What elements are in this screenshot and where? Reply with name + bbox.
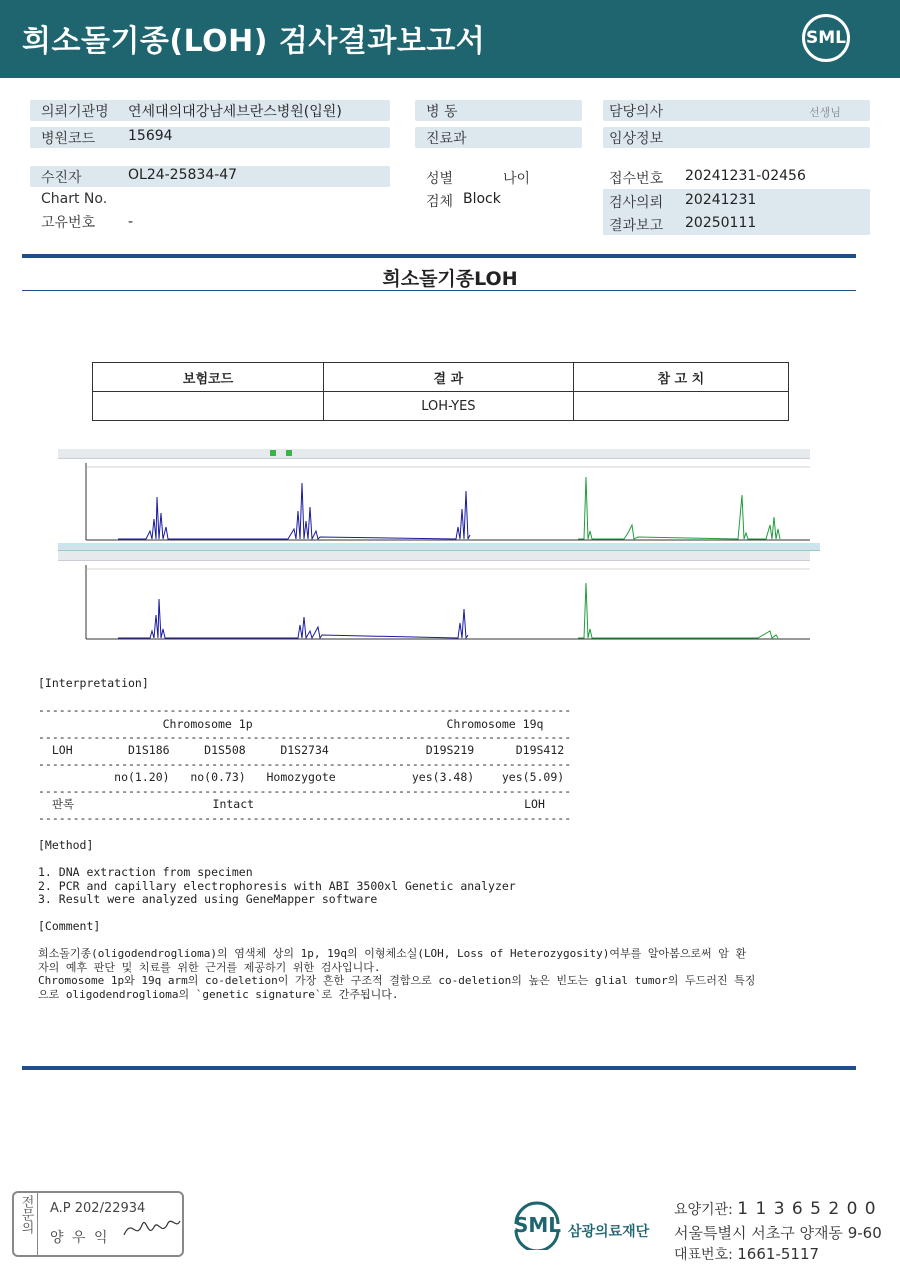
method-line: 2. PCR and capillary electrophoresis with ABI 3500xl Genetic analyzer	[38, 879, 516, 893]
bottom-rule	[22, 1066, 856, 1070]
interp-divider: -----------------------------------------------------------------------------	[38, 811, 572, 825]
org-label: 의뢰기관명	[41, 104, 109, 120]
interp-divider: -----------------------------------------------------------------------------	[38, 757, 572, 771]
method-line: 3. Result were analyzed using GeneMapper software	[38, 892, 378, 906]
electropherogram-19q	[58, 551, 810, 641]
panel-divider	[58, 543, 820, 551]
interp-divider: -----------------------------------------------------------------------------	[38, 730, 572, 744]
comment-line: 희소돌기종(oligodendroglioma)의 염색체 상의 1p, 19q의 이형체소실(LOH, Loss of Heterozygosity)여부를 알아봄으로써 암 환	[38, 947, 747, 960]
comment-line: Chromosome 1p와 19q arm의 co-deletion이 가장 흔한 구조적 결함으로 co-deletion의 높은 빈도는 glial tumor의 두드러진 특징	[38, 974, 756, 987]
sml-bottom-logo: SML	[514, 1213, 562, 1237]
foundation-name: 삼광의료재단	[568, 1224, 650, 1240]
unique-value: -	[128, 214, 134, 230]
ward-label: 병 동	[426, 104, 458, 120]
pathologist-stamp	[12, 1191, 184, 1257]
sex-label: 성별	[426, 171, 454, 187]
patient-value: OL24-25834-47	[128, 167, 238, 183]
facility-code: 요양기관: 1 1 3 6 5 2 0 0	[674, 1199, 877, 1219]
patient-label: 수진자	[41, 170, 82, 186]
dept-label: 진료과	[426, 131, 467, 147]
specimen-label: 검체	[426, 194, 454, 210]
interp-divider: -----------------------------------------------------------------------------	[38, 703, 572, 717]
sml-logo: SML	[802, 14, 850, 62]
col-reference: 참 고 치	[573, 363, 788, 392]
comment-line: 자의 예후 판단 및 치료를 위한 근거를 제공하기 위한 검사입니다.	[38, 961, 381, 974]
receipt-value: 20241231-02456	[685, 168, 806, 184]
stamp-license: A.P 202/22934	[50, 1201, 146, 1216]
stamp-name: 양 우 익	[50, 1230, 110, 1246]
section-rule-bottom	[22, 290, 856, 291]
method-heading: [Method]	[38, 838, 94, 852]
cell-result: LOH-YES	[324, 392, 574, 421]
cell-insurance-code	[93, 392, 324, 421]
section-rule-top	[22, 254, 856, 258]
cell-reference	[573, 392, 788, 421]
result-table	[92, 362, 789, 421]
request-label: 검사의뢰	[609, 195, 664, 211]
specimen-value: Block	[463, 191, 501, 207]
interp-chromosome-row: Chromosome 1p Chromosome 19q	[38, 717, 544, 731]
report-value: 20250111	[685, 215, 757, 231]
age-label: 나이	[503, 171, 531, 187]
interpretation-heading: [Interpretation]	[38, 676, 149, 690]
interp-markers-row: LOH D1S186 D1S508 D1S2734 D19S219 D19S412	[38, 743, 565, 757]
comment-line: 으로 oligodendroglioma의 `genetic signature`로 간주됩니다.	[38, 988, 399, 1001]
col-insurance-code: 보험코드	[93, 363, 324, 392]
hospcode-label: 병원코드	[41, 131, 96, 147]
unique-label: 고유번호	[41, 215, 96, 231]
receipt-label: 접수번호	[609, 171, 664, 187]
clinical-label: 임상정보	[609, 131, 664, 147]
report-label: 결과보고	[609, 218, 664, 234]
request-value: 20241231	[685, 192, 757, 208]
doctor-suffix: 선생님	[809, 106, 841, 119]
chart-label: Chart No.	[41, 191, 108, 207]
comment-heading: [Comment]	[38, 919, 101, 933]
section-title: 희소돌기종LOH	[382, 268, 518, 290]
method-line: 1. DNA extraction from specimen	[38, 865, 253, 879]
col-result: 결 과	[324, 363, 574, 392]
interp-values-row: no(1.20) no(0.73) Homozygote yes(3.48) yes(5.09)	[38, 770, 565, 784]
report-title: 희소돌기종(LOH) 검사결과보고서	[22, 24, 486, 59]
hospcode-value: 15694	[128, 128, 173, 144]
interp-judgement-row: 판록 Intact LOH	[38, 797, 545, 811]
org-value: 연세대의대강남세브란스병원(입원)	[128, 104, 342, 120]
electropherogram-1p	[58, 449, 810, 543]
phone: 대표번호: 1661-5117	[674, 1245, 820, 1263]
interp-divider: -----------------------------------------------------------------------------	[38, 784, 572, 798]
stamp-side-label: 전문의	[14, 1193, 38, 1255]
trace-1p	[58, 449, 810, 543]
signature	[122, 1211, 182, 1251]
report-header	[0, 0, 900, 78]
doctor-label: 담당의사	[609, 104, 664, 120]
address: 서울특별시 서초구 양재동 9-60	[674, 1224, 882, 1242]
trace-19q	[58, 551, 810, 641]
